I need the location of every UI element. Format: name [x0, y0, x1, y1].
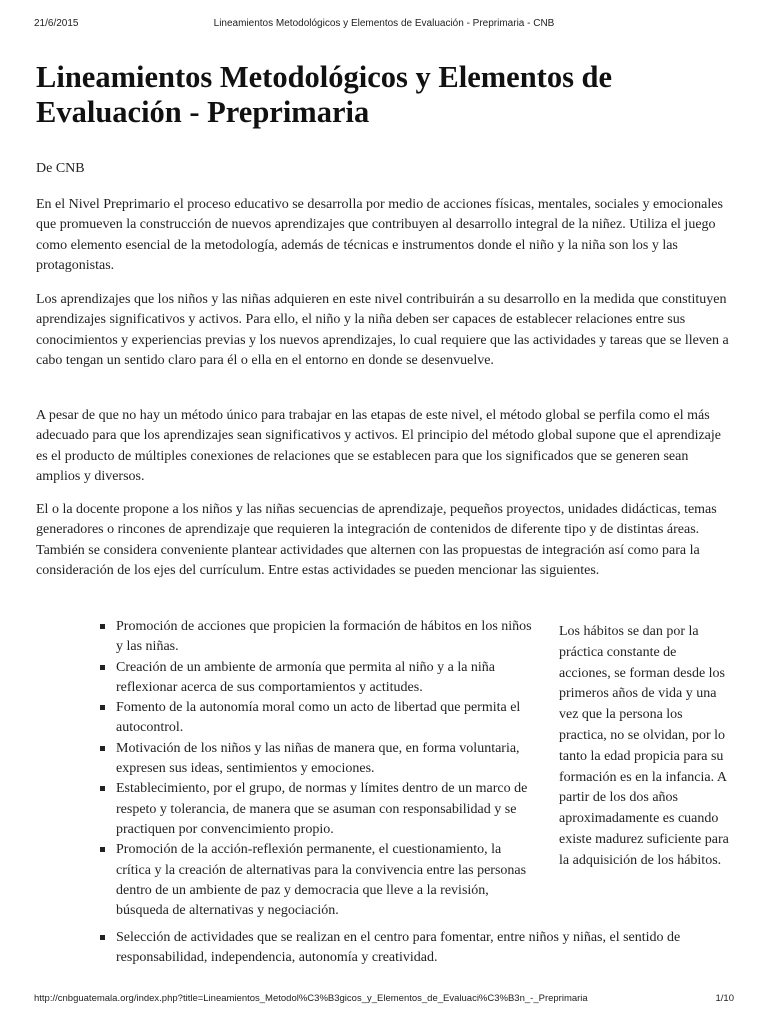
paragraph — [36, 195, 733, 276]
list-item — [99, 779, 539, 840]
paragraph-text: En el Nivel Preprimario el proceso educativo se desarrolla por medio de acciones físicas, mentales, sociales y emocionales que promueven la construcción de nuevos aprendizajes que contribuyen al desarrollo integral de la niñez. Utiliza el juego como elemento esencial de la metodología, además de técnicas e instrumentos donde el niño y la niña son los y las protagonistas. — [36, 197, 723, 273]
bullet-icon — [100, 746, 105, 751]
bullet-icon — [100, 786, 105, 791]
activities-list — [99, 617, 539, 921]
bullet-icon — [100, 705, 105, 710]
print-url: http://cnbguatemala.org/index.php?title=Lineamientos_Metodol%C3%B3gicos_y_Elementos_de_Evaluaci%C3%B3n_-_Preprimaria — [34, 993, 588, 1004]
print-page-title: Lineamientos Metodológicos y Elementos de Evaluación - Preprimaria - CNB — [213, 18, 555, 29]
sidebar-note: Los hábitos se dan por la práctica constante de acciones, se forman desde los primeros años de vida y una vez que la persona los practica, no se olvidan, por lo tanto la edad propicia para su formación es en la infancia. A partir de los dos años aproximadamente es cuando existe madurez suficiente para la adquisición de los hábitos. — [559, 624, 729, 868]
print-footer — [34, 993, 734, 1007]
paragraph — [36, 290, 733, 371]
list-item — [99, 928, 756, 969]
print-date: 21/6/2015 — [34, 18, 79, 29]
list-item-text: Promoción de la acción-reflexión permanente, el cuestionamiento, la crítica y la creación de alternativas para la convivencia entre las personas dentro de un ambiente de paz y democracia que lleve a la revisión, búsqueda de alternativas y negociación. — [116, 842, 527, 919]
list-item — [99, 658, 539, 699]
list-item-text: Promoción de acciones que propicien la formación de hábitos en los niños y las niñas. — [116, 619, 532, 655]
article-source: De CNB — [36, 161, 85, 176]
list-item — [99, 698, 539, 739]
list-item — [99, 739, 539, 780]
bullet-icon — [100, 624, 105, 629]
paragraph — [36, 500, 733, 581]
paragraph-text: Los aprendizajes que los niños y las niñas adquieren en este nivel contribuirán a su desarrollo en la medida que constituyen aprendizajes significativos y activos. Para ello, el niño y la niña deben ser capaces de establecer relaciones entre sus conocimientos y experiencias previas y los nuevos aprendizajes, lo cual requiere que las actividades y tareas que se lleven a cabo tengan un sentido claro para él o ella en el entorno en donde se desenvuelve. — [36, 292, 729, 368]
print-header — [34, 18, 734, 32]
list-item-text: Establecimiento, por el grupo, de normas y límites dentro de un marco de respeto y tolerancia, de manera que se asuman con responsabilidad y se practiquen por convencimiento propio. — [116, 781, 528, 837]
list-item-text: Fomento de la autonomía moral como un acto de libertad que permita el autocontrol. — [116, 700, 521, 736]
page-title: Lineamientos Metodológicos y Elementos de Evaluación - Preprimaria — [36, 60, 613, 129]
page-number: 1/10 — [715, 993, 734, 1004]
bullet-icon — [100, 847, 105, 852]
paragraph-text: A pesar de que no hay un método único para trabajar en las etapas de este nivel, el método global se perfila como el más adecuado para que los aprendizajes sean significativos y activos. El principio del método global supone que el aprendizaje es el producto de múltiples conexiones de relaciones que se establecen para que los significados que se generen sean amplios y diversos. — [36, 408, 721, 484]
paragraph-text: El o la docente propone a los niños y las niñas secuencias de aprendizaje, pequeños proyectos, unidades didácticas, temas generadores o rincones de aprendizaje que requieren la integración de contenidos de diferente tipo y de distintas áreas. También se considera conveniente plantear actividades que alternen con las propuestas de integración así como para la consideración de los ejes del currículum. Entre estas actividades se pueden mencionar las siguientes. — [36, 502, 717, 578]
list-item-text: Motivación de los niños y las niñas de manera que, en forma voluntaria, expresen sus ideas, sentimientos y emociones. — [116, 740, 520, 777]
bullet-icon — [100, 665, 105, 670]
paragraph — [36, 406, 733, 487]
bullet-icon — [100, 935, 105, 940]
list-item-text: Creación de un ambiente de armonía que permita al niño y a la niña reflexionar acerca de sus comportamientos y actitudes. — [116, 659, 496, 695]
list-item — [99, 617, 539, 658]
list-item — [99, 840, 539, 921]
list-item-text: Selección de actividades que se realizan en el centro para fomentar, entre niños y niñas, el sentido de responsabilidad, independencia, autonomía y creatividad. — [116, 930, 681, 966]
